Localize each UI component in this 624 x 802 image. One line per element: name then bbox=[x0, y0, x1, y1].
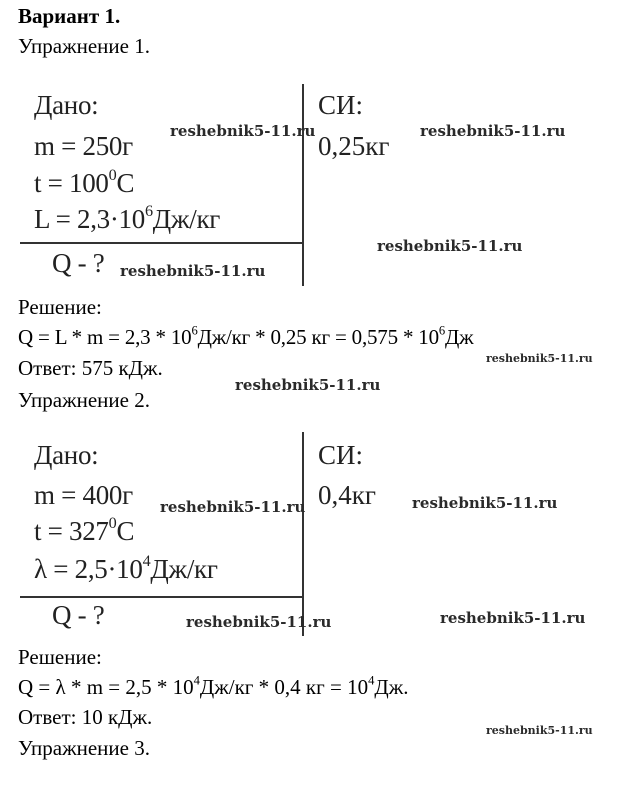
ex1-vertical-divider bbox=[302, 84, 304, 286]
ex2-given-label: Дано: bbox=[34, 440, 99, 470]
watermark: reshebnik5-11.ru bbox=[377, 237, 523, 255]
exercise-2-heading: Упражнение 2. bbox=[18, 388, 150, 412]
ex2-formula: $Q = \lambda * m = 2,5 * 10^4Дж/кг * 0,4$ кг = $10^4Дж$. bbox=[18, 673, 409, 699]
exercise-3-heading: Упражнение 3. bbox=[18, 736, 150, 760]
ex2-find: Q - ? bbox=[52, 600, 105, 630]
ex1-latent-heat: $L = 2,3\cdot 10^6Дж/кг$ bbox=[34, 201, 221, 234]
ex1-mass: m = 250г bbox=[34, 131, 133, 161]
ex1-si-label: СИ: bbox=[318, 90, 364, 120]
ex2-answer: Ответ: 10 кДж. bbox=[18, 705, 153, 729]
watermark: reshebnik5-11.ru bbox=[420, 122, 566, 140]
ex1-find: Q - ? bbox=[52, 248, 105, 278]
ex1-solution-label: Решение: bbox=[18, 295, 102, 319]
watermark: reshebnik5-11.ru bbox=[440, 609, 586, 627]
ex2-specific-heat-of-fusion: $\lambda = 2,5\cdot 10^4Дж/кг$ bbox=[34, 551, 218, 584]
ex2-si-label: СИ: bbox=[318, 440, 364, 470]
watermark: reshebnik5-11.ru bbox=[412, 494, 558, 512]
ex1-answer: Ответ: 575 кДж. bbox=[18, 356, 163, 380]
ex2-horizontal-divider bbox=[20, 596, 304, 598]
watermark: reshebnik5-11.ru bbox=[120, 262, 266, 280]
ex2-vertical-divider bbox=[302, 432, 304, 636]
ex1-temperature: $t = 100^0C$ bbox=[34, 165, 135, 198]
variant-title: Вариант 1. bbox=[18, 4, 121, 28]
ex1-horizontal-divider bbox=[20, 242, 304, 244]
ex1-si-value: 0,25кг bbox=[318, 131, 390, 161]
ex1-formula: $Q = L * m = 2,3 * 10^6Дж/кг * 0,25$ кг = $0,575 * 10^6Дж$ bbox=[18, 323, 474, 349]
ex1-given-label: Дано: bbox=[34, 90, 99, 120]
watermark: reshebnik5-11.ru bbox=[170, 122, 316, 140]
ex2-temperature: $t = 327^0C$ bbox=[34, 513, 135, 546]
watermark: reshebnik5-11.ru bbox=[160, 498, 306, 516]
ex2-si-value: 0,4кг bbox=[318, 480, 376, 510]
ex2-solution-label: Решение: bbox=[18, 645, 102, 669]
exercise-1-heading: Упражнение 1. bbox=[18, 34, 150, 58]
watermark: reshebnik5-11.ru bbox=[235, 376, 381, 394]
watermark: reshebnik5-11.ru bbox=[186, 613, 332, 631]
ex2-mass: m = 400г bbox=[34, 480, 133, 510]
watermark: reshebnik5-11.ru bbox=[486, 352, 593, 365]
watermark: reshebnik5-11.ru bbox=[486, 724, 593, 737]
